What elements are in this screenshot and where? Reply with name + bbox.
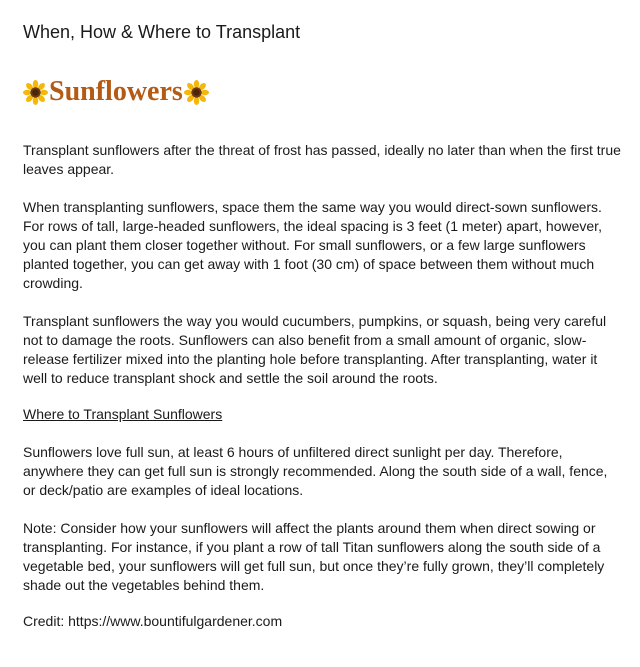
sunflower-icon xyxy=(184,80,209,105)
brand-name: Sunflowers xyxy=(49,76,183,107)
paragraph-frost-timing: Transplant sunflowers after the threat of frost has passed, ideally no later than when the first true leaves appear. xyxy=(23,142,621,177)
paragraph-spacing: When transplanting sunflowers, space them the same way you would direct-sown sunflowers. For rows of tall, large-headed sunflowers, the ideal spacing is 3 feet (1 meter) apart, however, you can plant them closer together without. For small sunflowers, or a few large sunflowers planted together, you can get away with 1 foot (30 cm) of space between them without much crowding. xyxy=(23,199,602,291)
sunflower-icon xyxy=(23,80,48,105)
brand-heading xyxy=(23,76,209,108)
page-title: When, How & Where to Transplant xyxy=(23,22,301,42)
paragraph-sunlight: Sunflowers love full sun, at least 6 hours of unfiltered direct sunlight per day. Therefore, anywhere they can get full sun is strongly recommended. Along the south side of a wall, fence, or deck/patio are examples of ideal locations. xyxy=(23,444,608,498)
subheading-where-to-transplant: Where to Transplant Sunflowers xyxy=(23,406,223,422)
paragraph-how-to-transplant: Transplant sunflowers the way you would cucumbers, pumpkins, or squash, being very careful not to damage the roots. Sunflowers can also benefit from a small amount of organic, slow-release fertilizer mixed into the planting hole before transplanting. After transplanting, water it well to reduce transplant shock and settle the soil around the roots. xyxy=(23,313,607,386)
paragraph-note: Note: Consider how your sunflowers will affect the plants around them when direct sowing or transplanting. For instance, if you plant a row of tall Titan sunflowers along the south side of a vegetable bed, your sunflowers will get full sun, but once they’re fully grown, they’ll completely shade out the vegetables behind them. xyxy=(23,520,605,593)
credit-line: Credit: https://www.bountifulgardener.com xyxy=(23,613,283,629)
